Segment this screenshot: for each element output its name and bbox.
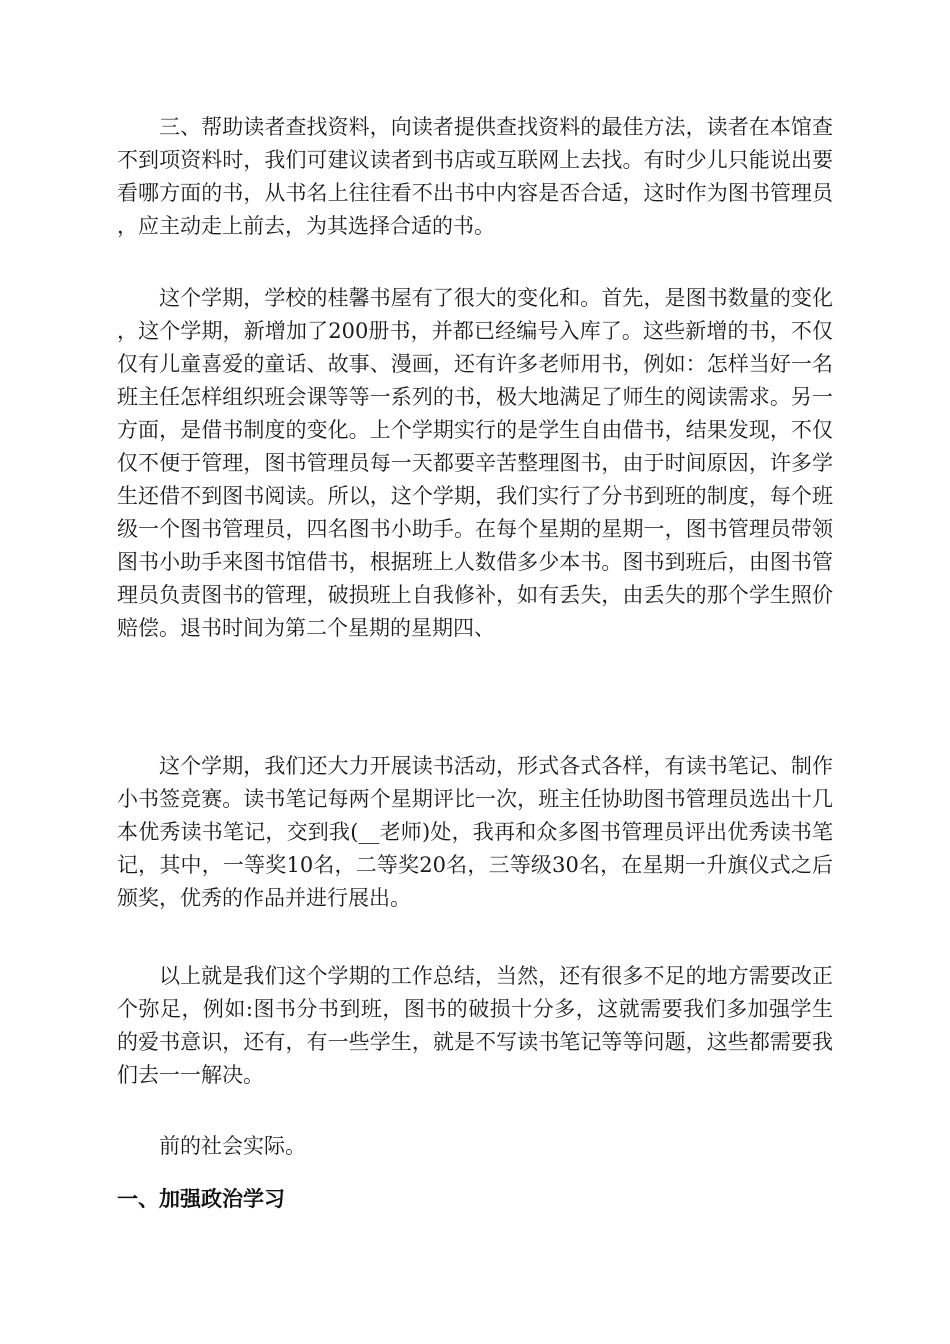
paragraph-fragment: 前的社会实际。	[159, 1134, 306, 1158]
paragraph-reading-activities: 这个学期，我们还大力开展读书活动，形式各式各样，有读书笔记、制作小书签竞赛。读书笔记每两个星期评比一次，班主任协助图书管理员选出十几本优秀读书笔记，交到我(__老师)处，我再和众多图书管理员评出优秀读书笔记，其中，一等奖10名，二等奖20名，三等级30名，在星期一升旗仪式之后颁奖，优秀的作品并进行展出。	[117, 754, 833, 910]
paragraph-library-changes: 这个学期，学校的桂馨书屋有了很大的变化和。首先，是图书数量的变化，这个学期，新增加了200册书，并都已经编号入库了。这些新增的书，不仅仅有儿童喜爱的童话、故事、漫画，还有许多老师用书，例如：怎样当好一名班主任怎样组织班会课等等一系列的书，极大地满足了师生的阅读需求。另一方面，是借书制度的变化。上个学期实行的是学生自由借书，结果发现，不仅仅不便于管理，图书管理员每一天都要辛苦整理图书，由于时间原因，许多学生还借不到图书阅读。所以，这个学期，我们实行了分书到班的制度，每个班级一个图书管理员，四名图书小助手。在每个星期的星期一，图书管理员带领图书小助手来图书馆借书，根据班上人数借多少本书。图书到班后，由图书管理员负责图书的管理，破损班上自我修补，如有丢失，由丢失的那个学生照价赔偿。退书时间为第二个星期的星期四、	[117, 286, 833, 640]
paragraph-summary: 以上就是我们这个学期的工作总结，当然，还有很多不足的地方需要改正个弥足，例如:图书分书到班，图书的破损十分多，这就需要我们多加强学生的爱书意识，还有，有一些学生，就是不写读书笔记等等问题，这些都需要我们去一一解决。	[117, 964, 833, 1087]
section-heading: 一、加强政治学习	[117, 1187, 285, 1211]
paragraph-help-readers: 三、帮助读者查找资料，向读者提供查找资料的最佳方法，读者在本馆查不到项资料时，我们可建议读者到书店或互联网上去找。有时少儿只能说出要看哪方面的书，从书名上往往看不出书中内容是否合适，这时作为图书管理员，应主动走上前去，为其选择合适的书。	[117, 115, 833, 238]
